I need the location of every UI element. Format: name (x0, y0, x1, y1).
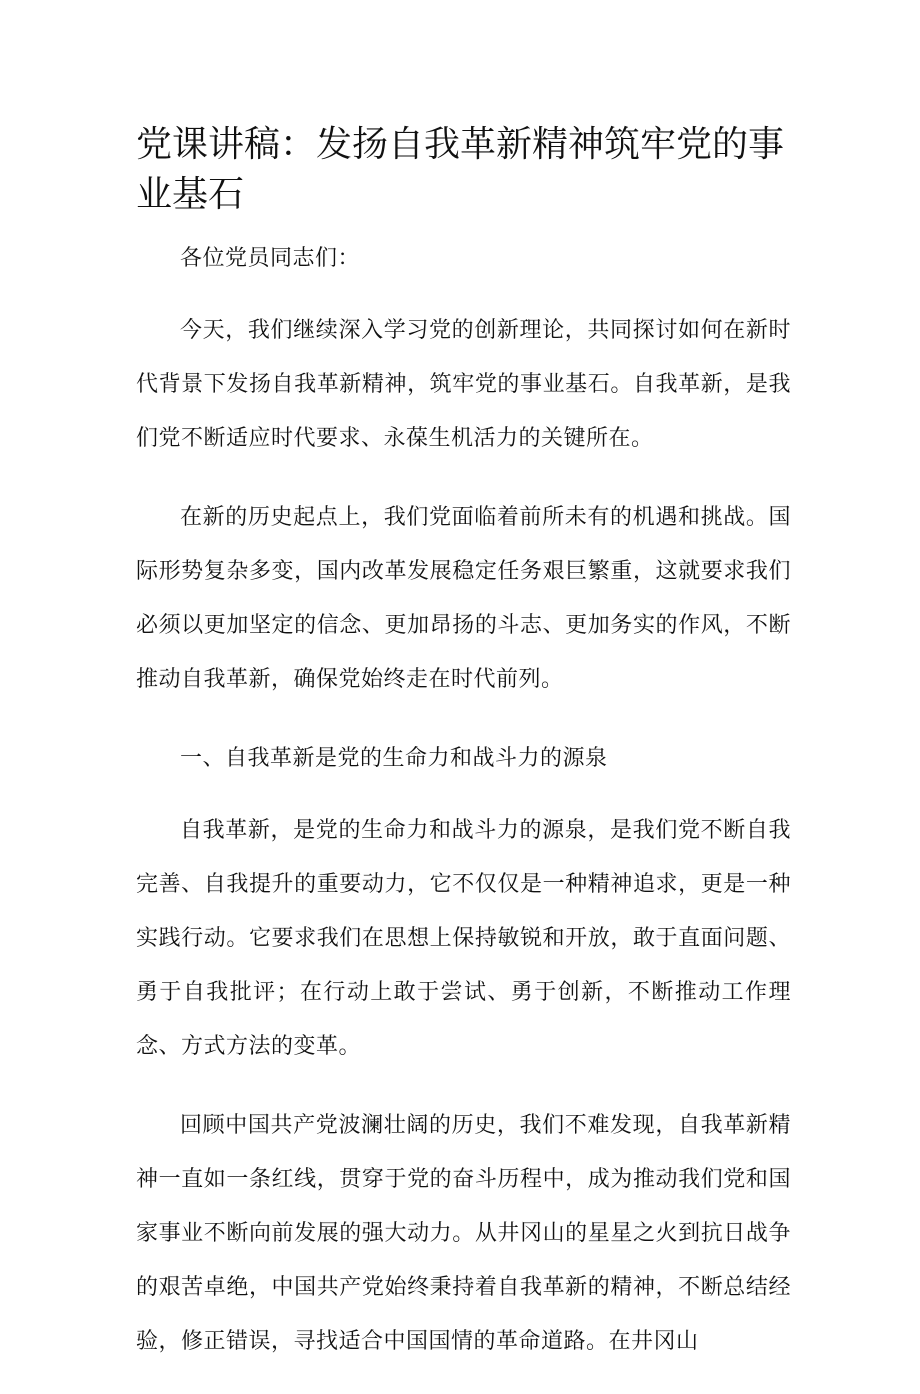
paragraph-section-1: 自我革新，是党的生命力和战斗力的源泉，是我们党不断自我完善、自我提升的重要动力，它不仅仅是一种精神追求，更是一种实践行动。它要求我们在思想上保持敏锐和开放，敢于直面问题、勇于自我批评；在行动上敢于尝试、勇于创新，不断推动工作理念、方式方法的变革。 (136, 818, 791, 1059)
greeting: 各位党员同志们： (180, 246, 361, 271)
paragraph-history: 回顾中国共产党波澜壮阔的历史，我们不难发现，自我革新精神一直如一条红线，贯穿于党的奋斗历程中，成为推动我们党和国家事业不断向前发展的强大动力。从井冈山的星星之火到抗日战争的艰苦卓绝，中国共产党始终秉持着自我革新的精神，不断总结经验，修正错误，寻找适合中国国情的革命道路。在井冈山 (136, 1113, 791, 1354)
paragraph-context: 在新的历史起点上，我们党面临着前所未有的机遇和挑战。国际形势复杂多变，国内改革发展稳定任务艰巨繁重，这就要求我们必须以更加坚定的信念、更加昂扬的斗志、更加务实的作风，不断推动自我革新，确保党始终走在时代前列。 (136, 505, 791, 692)
document-title: 党课讲稿：发扬自我革新精神筑牢党的事业基石 (136, 124, 785, 215)
section-heading-1: 一、自我革新是党的生命力和战斗力的源泉 (180, 746, 608, 771)
paragraph-intro: 今天，我们继续深入学习党的创新理论，共同探讨如何在新时代背景下发扬自我革新精神，筑牢党的事业基石。自我革新，是我们党不断适应时代要求、永葆生机活力的关键所在。 (136, 318, 791, 451)
document-body (136, 232, 791, 1394)
